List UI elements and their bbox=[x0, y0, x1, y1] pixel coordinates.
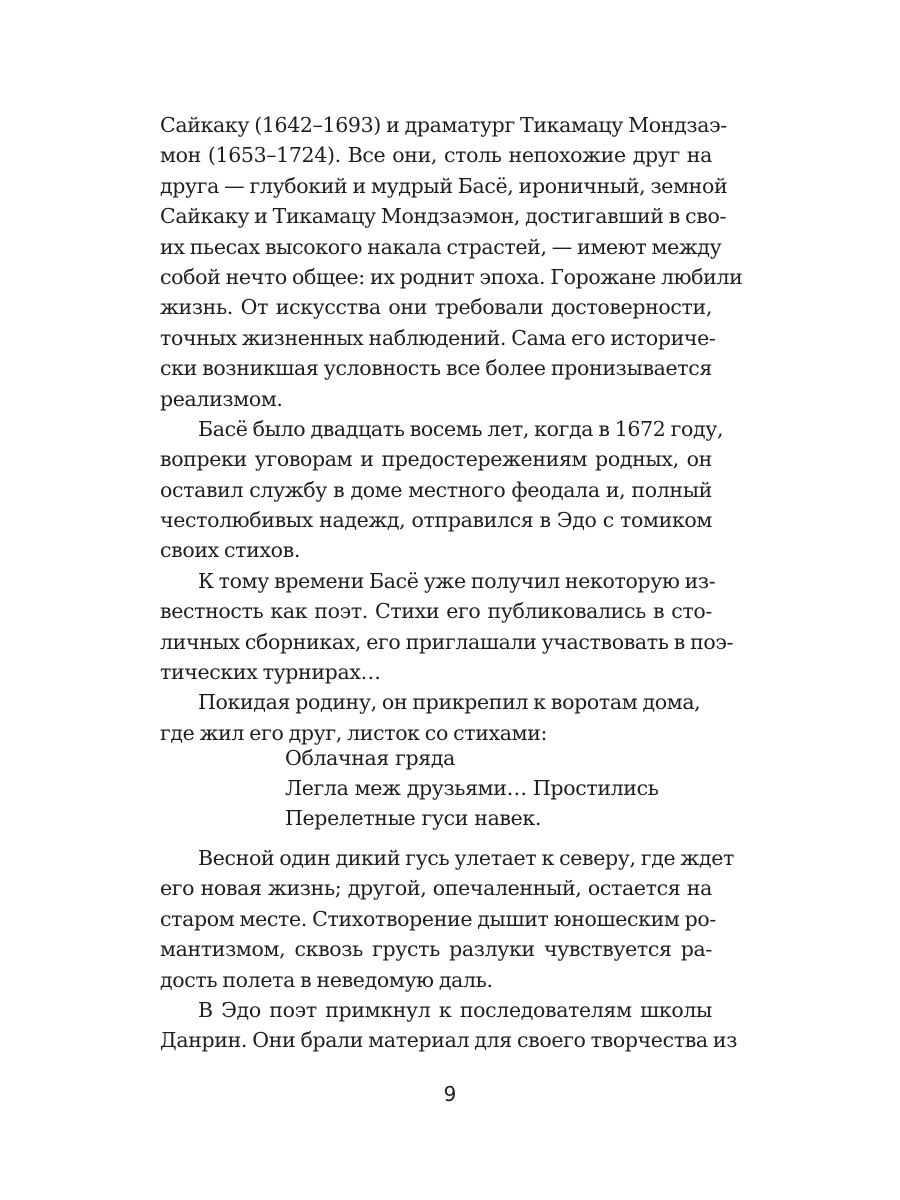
poem-line: Перелетные гуси навек. bbox=[285, 806, 542, 830]
body-text-upper bbox=[160, 110, 743, 748]
text-line: вопреки уговорам и предостережениям родных, он bbox=[160, 447, 712, 472]
poem bbox=[285, 743, 659, 833]
paragraph-start-line: Басё было двадцать восемь лет, когда в 1672 году, bbox=[198, 416, 724, 441]
poem-line: Легла меж друзьями… Простились bbox=[285, 776, 659, 800]
body-text-lower bbox=[160, 843, 738, 1056]
text-line: его новая жизнь; другой, опечаленный, остается на bbox=[160, 876, 712, 901]
text-line: мантизмом, сквозь грусть разлуки чувствуется ра- bbox=[160, 937, 712, 962]
text-line: своих стихов. bbox=[160, 538, 301, 563]
text-line: ски возникшая условность все более пронизывается bbox=[160, 356, 712, 381]
text-line: Сайкаку (1642–1693) и драматург Тикамацу Мондзаэ- bbox=[160, 113, 727, 137]
text-line: Данрин. Они брали материал для своего творчества из bbox=[160, 1028, 738, 1053]
text-line: дость полета в неведомую даль. bbox=[160, 967, 493, 992]
page-number: 9 bbox=[443, 1082, 457, 1106]
paragraph-start-line: Весной один дикий гусь улетает к северу, где ждет bbox=[198, 846, 734, 870]
paragraph-start-line: Покидая родину, он прикрепил к воротам дома, bbox=[198, 690, 701, 715]
text-line: Сайкаку и Тикамацу Мондзаэмон, достигавший в сво- bbox=[160, 204, 727, 229]
text-line: где жил его друг, листок со стихами: bbox=[160, 720, 548, 745]
text-line: личных сборниках, его приглашали участвовать в поэ- bbox=[160, 629, 734, 654]
text-line: тических турнирах… bbox=[160, 660, 381, 685]
text-line: их пьесах высокого накала страстей, — имеют между bbox=[160, 234, 722, 259]
paragraph-start-line: В Эдо поэт примкнул к последователям школы bbox=[198, 997, 712, 1022]
text-line: вестность как поэт. Стихи его публиковались в сто- bbox=[160, 599, 712, 624]
paragraph-start-line: К тому времени Басё уже получил некоторую из- bbox=[198, 568, 716, 593]
text-line: собой нечто общее: их роднит эпоха. Горожане любили bbox=[160, 264, 743, 289]
text-line: жизнь. От искусства они требовали достоверности, bbox=[160, 295, 712, 320]
text-line: честолюбивых надежд, отправился в Эдо с томиком bbox=[160, 508, 712, 533]
text-line: мон (1653–1724). Все они, столь непохожие друг на bbox=[160, 143, 712, 168]
poem-line: Облачная гряда bbox=[285, 746, 456, 770]
text-line: старом месте. Стихотворение дышит юношеским ро- bbox=[160, 906, 717, 931]
text-line: точных жизненных наблюдений. Сама его историче- bbox=[160, 325, 716, 350]
text-line: друга — глубокий и мудрый Басё, ироничный, земной bbox=[160, 173, 728, 198]
text-line: реализмом. bbox=[160, 386, 283, 411]
text-line: оставил службу в доме местного феодала и, полный bbox=[160, 477, 712, 502]
